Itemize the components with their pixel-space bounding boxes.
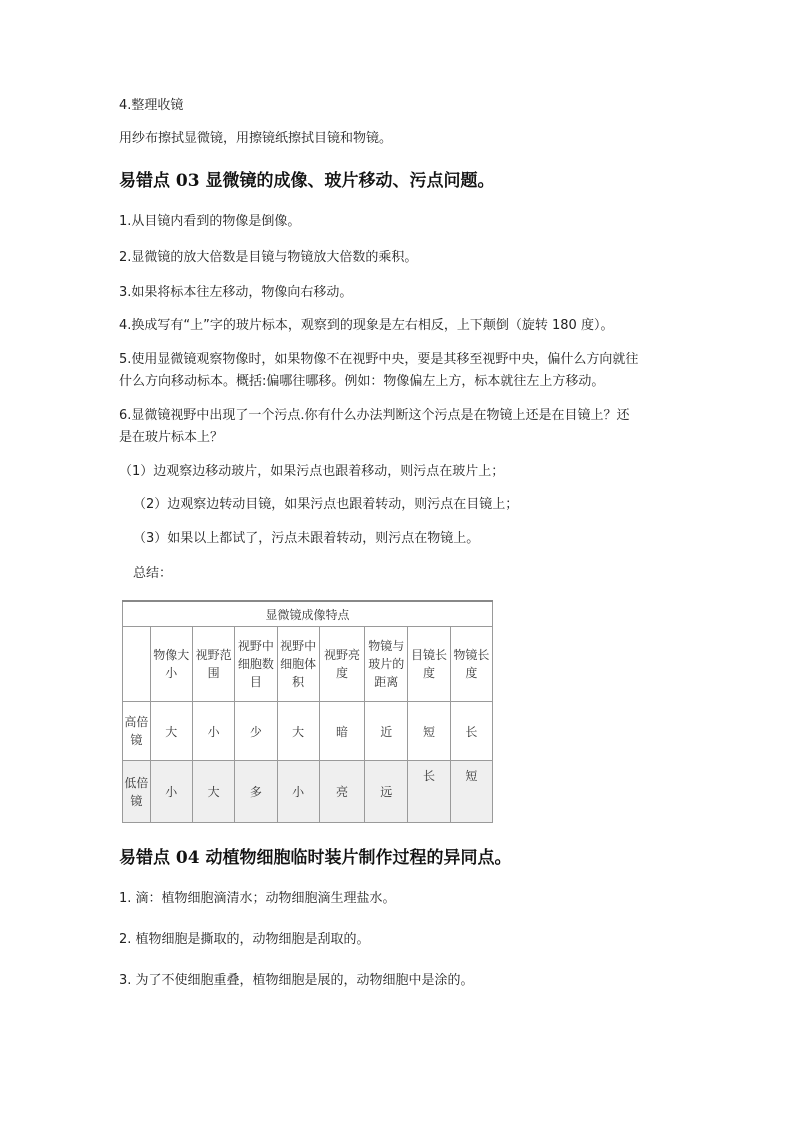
point-3: 3.如果将标本往左移动，物像向右移动。: [119, 285, 353, 300]
table-cell: 小: [150, 761, 192, 823]
table-cell: 小: [192, 702, 234, 761]
point-1: 1.从目镜内看到的物像是倒像。: [119, 214, 301, 229]
section03-heading: 易错点 03 显微镜的成像、玻片移动、污点问题。: [119, 171, 495, 191]
point-6-line1: 6.显微镜视野中出现了一个污点.你有什么办法判断这个污点是在物镜上还是在目镜上？还: [119, 408, 630, 423]
table-cell: 大: [150, 702, 192, 761]
table-header-cell: 目镜长度: [408, 627, 450, 702]
table-header-cell: [123, 627, 151, 702]
table-header-cell: 视野范围: [192, 627, 234, 702]
table-header-cell: 视野中细胞体积: [277, 627, 319, 702]
table-header-row: [123, 627, 493, 702]
sub-point-3: （3）如果以上都试了，污点未跟着转动，则污点在物镜上。: [133, 531, 480, 546]
table-row-head: 高倍镜: [123, 702, 151, 761]
table-header-cell: 物镜与玻片的距离: [365, 627, 408, 702]
imaging-features-table: [122, 600, 493, 823]
table-row: [123, 702, 493, 761]
table-cell: 大: [192, 761, 234, 823]
point-2: 2.显微镜的放大倍数是目镜与物镜放大倍数的乘积。: [119, 250, 418, 265]
table-header-cell: 物像大小: [150, 627, 192, 702]
table-cell: 暗: [319, 702, 364, 761]
table-cell: 短: [450, 761, 492, 823]
section04-point-2: 2. 植物细胞是撕取的，动物细胞是刮取的。: [119, 932, 370, 947]
table-cell: 亮: [319, 761, 364, 823]
sub-point-1: （1）边观察边移动玻片，如果污点也跟着移动，则污点在玻片上；: [119, 464, 505, 479]
sub-point-2: （2）边观察边转动目镜，如果污点也跟着转动，则污点在目镜上；: [133, 497, 519, 512]
table-cell: 多: [235, 761, 277, 823]
table-header-cell: 视野亮度: [319, 627, 364, 702]
point-6-line2: 是在玻片标本上？: [119, 430, 224, 445]
point-5-line2: 什么方向移动标本。概括:偏哪往哪移。例如：物像偏左上方，标本就往左上方移动。: [119, 374, 605, 389]
table-row-head: 低倍镜: [123, 761, 151, 823]
table-cell: 长: [450, 702, 492, 761]
table-row: [123, 761, 493, 823]
section04-point-1: 1. 滴：植物细胞滴清水；动物细胞滴生理盐水。: [119, 891, 396, 906]
table-header-cell: 物镜长度: [450, 627, 492, 702]
section04-heading: 易错点 04 动植物细胞临时装片制作过程的异同点。: [119, 848, 512, 868]
item4-text: 用纱布擦拭显微镜，用擦镜纸擦拭目镜和物镜。: [119, 131, 393, 146]
table-cell: 短: [408, 702, 450, 761]
item4-title: 4.整理收镜: [119, 98, 184, 113]
table-cell: 少: [235, 702, 277, 761]
table-cell: 小: [277, 761, 319, 823]
point-5-line1: 5.使用显微镜观察物像时，如果物像不在视野中央，要是其移至视野中央，偏什么方向就往: [119, 352, 639, 367]
table-cell: 大: [277, 702, 319, 761]
summary-label: 总结：: [133, 566, 173, 581]
table-header-cell: 视野中细胞数目: [235, 627, 277, 702]
table-cell: 长: [408, 761, 450, 823]
table-cell: 远: [365, 761, 408, 823]
point-4: 4.换成写有“上”字的玻片标本，观察到的现象是左右相反，上下颠倒（旋转 180 度）。: [119, 318, 614, 333]
table-title: 显微镜成像特点: [123, 601, 493, 627]
section04-point-3: 3. 为了不使细胞重叠，植物细胞是展的，动物细胞中是涂的。: [119, 973, 474, 988]
table-cell: 近: [365, 702, 408, 761]
